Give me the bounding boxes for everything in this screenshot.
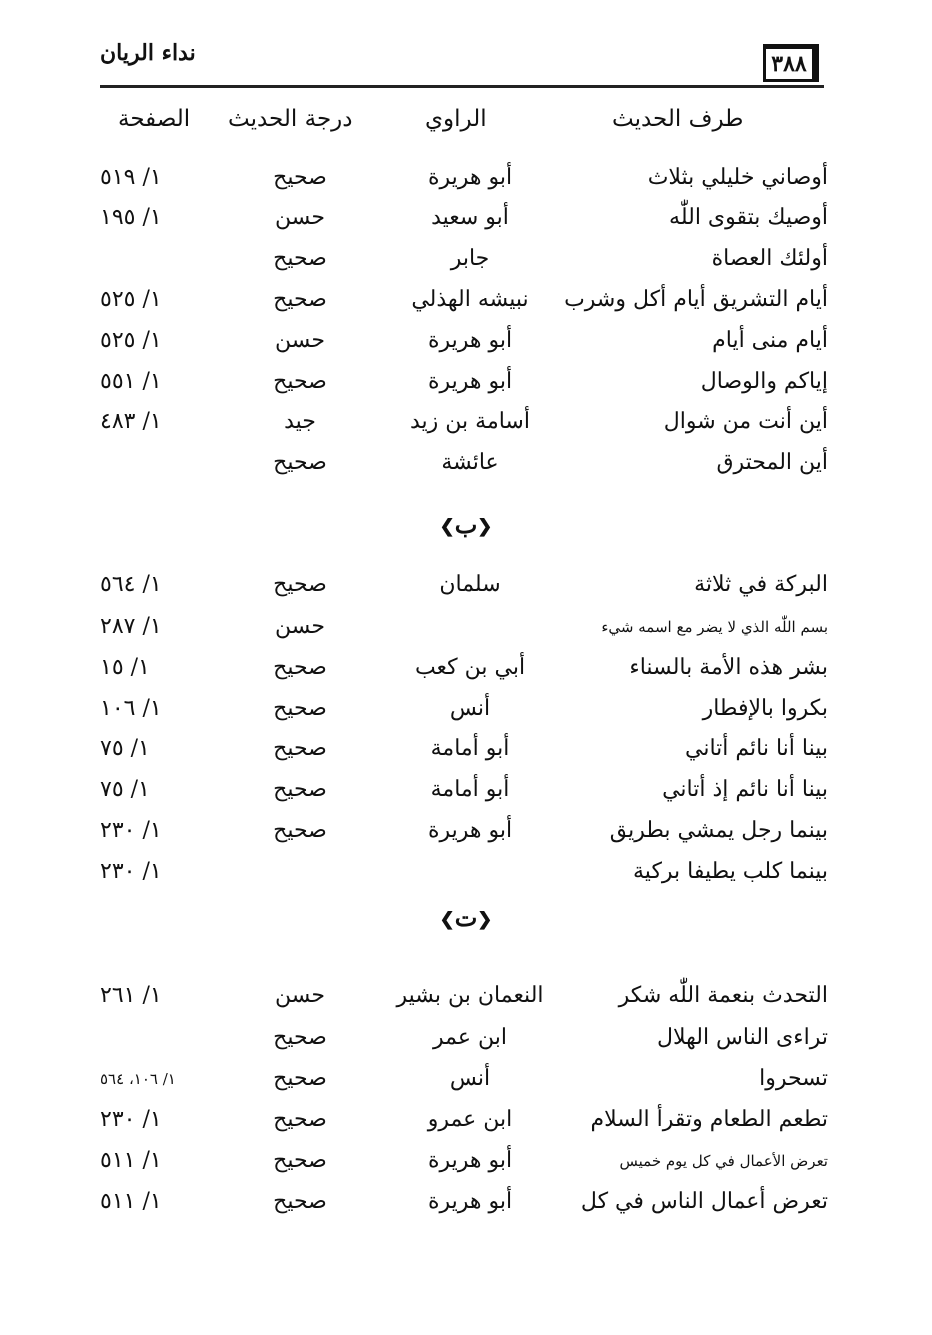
- hadith-text: أين المحترق: [716, 450, 828, 475]
- grade: صحيح: [273, 287, 327, 312]
- narrator: أنس: [449, 696, 491, 721]
- hadith-text: أيام منى أيام: [712, 328, 828, 353]
- grade: [240, 852, 360, 892]
- grade: صحيح: [273, 1107, 327, 1132]
- narrator: أنس: [449, 1066, 491, 1091]
- hadith-text: بسم اللّٰه الذي لا يضر مع اسمه شيء: [601, 618, 828, 636]
- hadith-text: تعرض أعمال الناس في كل: [580, 1189, 828, 1214]
- narrator: ابن عمر: [433, 1025, 507, 1050]
- table-row: [0, 443, 932, 483]
- page-number: ٣٨٨: [763, 44, 819, 82]
- grade: صحيح: [273, 369, 327, 394]
- grade: جيد: [284, 409, 316, 434]
- narrator: عائشة: [441, 450, 499, 475]
- narrator: أبو هريرة: [427, 369, 513, 394]
- narrator: [395, 852, 545, 892]
- narrator: ابن عمرو: [427, 1107, 513, 1132]
- page-ref: ١/ ٢٣٠: [100, 818, 162, 843]
- page-ref: ١/ ٥٦٤: [100, 572, 162, 597]
- grade: صحيح: [273, 1189, 327, 1214]
- page-ref: [100, 1018, 210, 1058]
- ornament-right-icon: ❯: [477, 515, 493, 537]
- header-divider: [100, 85, 824, 88]
- table-row: [0, 402, 932, 442]
- grade: صحيح: [273, 818, 327, 843]
- grade: صحيح: [273, 696, 327, 721]
- table-row: [0, 852, 932, 892]
- table-row: [0, 362, 932, 402]
- page-ref: ١/ ٥١١: [100, 1189, 162, 1214]
- table-row: [0, 198, 932, 238]
- hadith-text: بشر هذه الأمة بالسناء: [629, 655, 828, 680]
- page-ref: ١/ ١٥: [100, 655, 150, 680]
- narrator: أسامة بن زيد: [410, 409, 530, 434]
- grade: حسن: [275, 205, 325, 230]
- hadith-text: البركة في ثلاثة: [694, 572, 828, 597]
- ornament-right-icon: ❯: [477, 908, 493, 930]
- hadith-text: التحدث بنعمة اللّٰه شكر: [618, 983, 828, 1008]
- hadith-text: إياكم والوصال: [700, 369, 828, 394]
- section-letter: ب: [454, 510, 478, 539]
- book-title: نداء الريان: [100, 40, 196, 66]
- page-ref: ١/ ١٠٦: [100, 696, 162, 721]
- page-ref: ١/ ٢٨٧: [100, 614, 162, 639]
- narrator: أبو أمامة: [430, 777, 510, 802]
- narrator: سلمان: [439, 572, 501, 597]
- hadith-text: تراءى الناس الهلال: [656, 1025, 828, 1050]
- table-row: [0, 280, 932, 320]
- page-ref: [100, 443, 210, 483]
- table-row: [0, 1100, 932, 1140]
- table-row: [0, 607, 932, 647]
- narrator: أبو هريرة: [427, 1148, 513, 1173]
- hadith-text: تطعم الطعام وتقرأ السلام: [590, 1107, 828, 1132]
- narrator: نبيشه الهذلي: [411, 287, 529, 312]
- column-heading-page: الصفحة: [118, 106, 191, 132]
- narrator: النعمان بن بشير: [396, 983, 544, 1008]
- column-heading-grade: درجة الحديث: [228, 106, 353, 132]
- grade: صحيح: [273, 165, 327, 190]
- page-ref: ١/ ٥٢٥: [100, 328, 162, 353]
- page-ref: ١/ ٥١٩: [100, 165, 162, 190]
- hadith-text: أولئك العصاة: [711, 246, 828, 271]
- table-row: [0, 158, 932, 198]
- page-ref: ١/ ٥٥١: [100, 369, 162, 394]
- narrator: [395, 607, 545, 647]
- section-letter: ت: [454, 903, 478, 932]
- page-ref: ١/ ١٠٦، ٥٦٤: [100, 1070, 176, 1088]
- table-row: [0, 689, 932, 729]
- page-ref: ١/ ٧٥: [100, 736, 150, 761]
- grade: صحيح: [273, 1025, 327, 1050]
- narrator: أبو أمامة: [430, 736, 510, 761]
- ornament-left-icon: ❮: [439, 515, 455, 537]
- grade: صحيح: [273, 1148, 327, 1173]
- page-ref: ١/ ٤٨٣: [100, 409, 162, 434]
- hadith-text: بينا أنا نائم إذ أتاني: [662, 777, 828, 802]
- table-row: [0, 565, 932, 605]
- grade: صحيح: [273, 655, 327, 680]
- page-ref: ١/ ٥٢٥: [100, 287, 162, 312]
- narrator: جابر: [450, 246, 490, 271]
- hadith-text: تعرض الأعمال في كل يوم خميس: [619, 1152, 828, 1170]
- section-heading-ta: [416, 900, 516, 936]
- page-ref: [100, 239, 210, 279]
- table-row: [0, 321, 932, 361]
- table-row: [0, 1182, 932, 1222]
- table-row: [0, 811, 932, 851]
- page-ref: ١/ ٥١١: [100, 1148, 162, 1173]
- hadith-text: بينما كلب يطيفا بركية: [633, 859, 828, 884]
- grade: صحيح: [273, 777, 327, 802]
- table-row: [0, 1018, 932, 1058]
- page-ref: ١/ ٧٥: [100, 777, 150, 802]
- column-heading-hadith: طرف الحديث: [612, 106, 744, 132]
- table-row: [0, 976, 932, 1016]
- narrator: أبو هريرة: [427, 165, 513, 190]
- table-row: [0, 239, 932, 279]
- section-heading-ba: [416, 507, 516, 543]
- page-ref: ١/ ٢٦١: [100, 983, 162, 1008]
- hadith-text: أوصاني خليلي بثلاث: [647, 165, 828, 190]
- grade: صحيح: [273, 450, 327, 475]
- hadith-text: أيام التشريق أيام أكل وشرب: [564, 287, 828, 312]
- grade: حسن: [275, 983, 325, 1008]
- table-row: [0, 770, 932, 810]
- table-row: [0, 729, 932, 769]
- hadith-text: بينما رجل يمشي بطريق: [609, 818, 828, 843]
- page-ref: ١/ ٢٣٠: [100, 1107, 162, 1132]
- hadith-text: تسحروا: [759, 1066, 828, 1091]
- page-ref: ١/ ٢٣٠: [100, 859, 162, 884]
- grade: حسن: [275, 614, 325, 639]
- hadith-text: بكروا بالإفطار: [702, 696, 828, 721]
- narrator: أبو هريرة: [427, 328, 513, 353]
- hadith-text: أوصيك بتقوى اللّٰه: [669, 205, 828, 230]
- table-row: [0, 1059, 932, 1099]
- narrator: أبي بن كعب: [414, 655, 526, 680]
- hadith-text: بينا أنا نائم أتاني: [684, 736, 828, 761]
- grade: صحيح: [273, 1066, 327, 1091]
- table-row: [0, 648, 932, 688]
- grade: صحيح: [273, 736, 327, 761]
- grade: صحيح: [273, 246, 327, 271]
- grade: حسن: [275, 328, 325, 353]
- hadith-text: أين أنت من شوال: [663, 409, 828, 434]
- column-heading-narrator: الراوي: [425, 106, 487, 132]
- narrator: أبو سعيد: [431, 205, 509, 230]
- grade: صحيح: [273, 572, 327, 597]
- table-row: [0, 1141, 932, 1181]
- narrator: أبو هريرة: [427, 818, 513, 843]
- page-ref: ١/ ١٩٥: [100, 205, 162, 230]
- ornament-left-icon: ❮: [439, 908, 455, 930]
- narrator: أبو هريرة: [427, 1189, 513, 1214]
